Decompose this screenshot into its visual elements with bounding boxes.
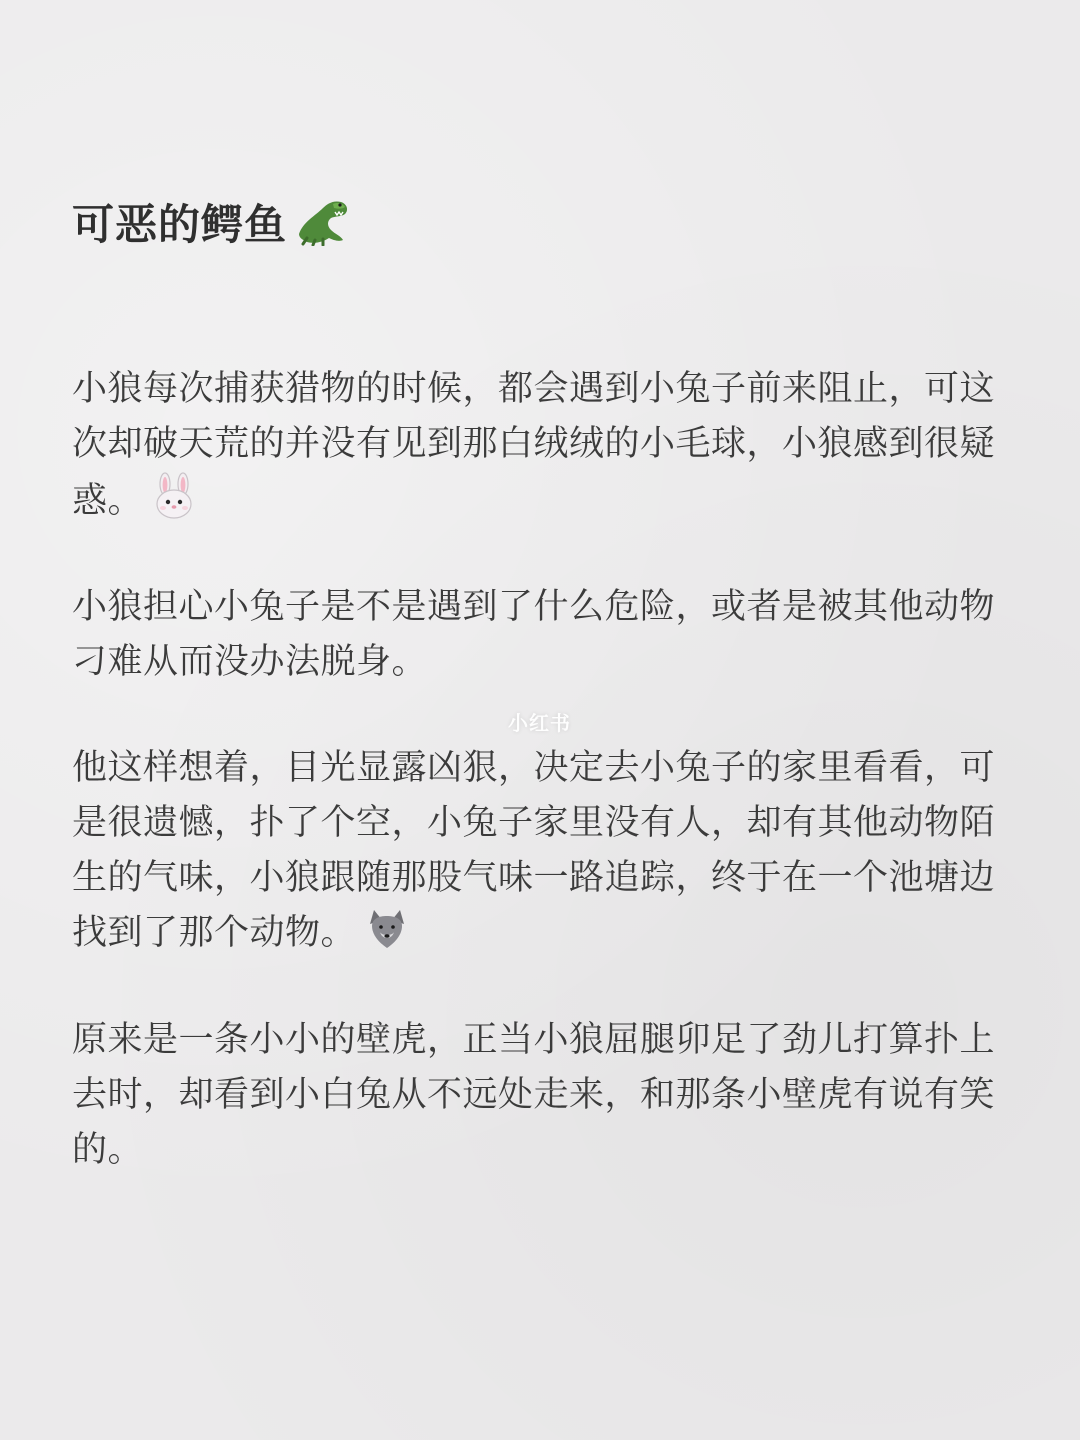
paragraph-3: [72, 741, 1008, 969]
paragraph-1: [72, 362, 1008, 537]
title-row: [72, 190, 351, 254]
watermark: 小红书: [508, 711, 571, 735]
paragraph-2: [72, 580, 1008, 690]
wolf-face-icon: [364, 906, 410, 969]
paragraph-3-text: 他这样想着，目光显露凶狠，决定去小兔子的家里看看，可是很遗憾，扑了个空，小兔子家里没有人，却有其他动物陌生的气味，小狼跟随那股气味一路追踪，终于在一个池塘边找到了那个动物。: [72, 748, 996, 953]
page-title: 可恶的鳄鱼: [72, 200, 288, 249]
paragraph-4-text: 原来是一条小小的壁虎，正当小狼屈腿卯足了劲儿打算扑上去时，却看到小白兔从不远处走来，和那条小壁虎有说有笑的。: [72, 1020, 996, 1170]
paragraph-4: [72, 1013, 1008, 1178]
rabbit-face-icon: [151, 472, 197, 537]
paragraph-1-text: 小狼每次捕获猎物的时候，都会遇到小兔子前来阻止，可这次却破天荒的并没有见到那白绒绒的小毛球，小狼感到很疑惑。: [72, 369, 996, 521]
crocodile-icon: [293, 194, 351, 250]
paragraph-2-text: 小狼担心小兔子是不是遇到了什么危险，或者是被其他动物刁难从而没办法脱身。: [72, 587, 996, 682]
